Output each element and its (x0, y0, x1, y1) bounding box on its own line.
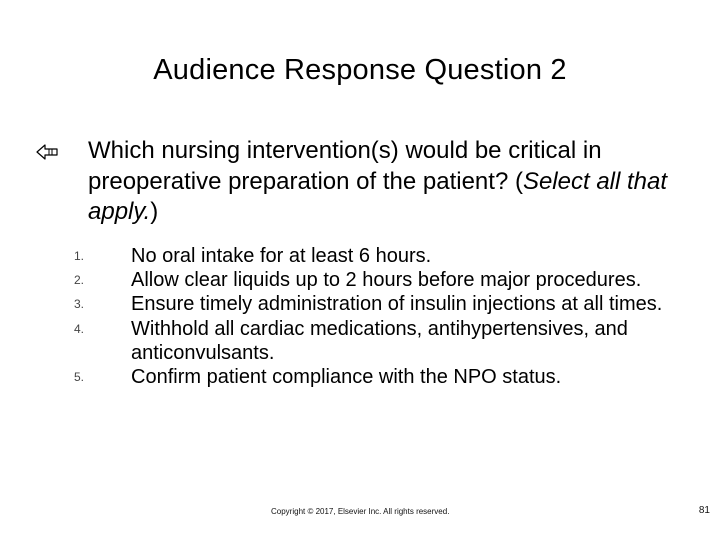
answer-option-3 (74, 292, 674, 316)
question-italic-text: Select all that apply. (88, 167, 668, 225)
answer-option-5 (74, 365, 674, 389)
answer-option-2 (74, 268, 674, 292)
option-number: 3. (74, 297, 85, 312)
option-text: Withhold all cardiac medications, antihypertensives, and anticonvulsants. (131, 317, 628, 364)
answer-option-1 (74, 244, 674, 268)
question-main-text: Which nursing intervention(s) would be critical in preoperative preparation of the patient? ( (88, 137, 602, 195)
option-text: Confirm patient compliance with the NPO status. (131, 366, 562, 389)
slide-title: Audience Response Question 2 (153, 54, 567, 86)
copyright-notice: Copyright © 2017, Elsevier Inc. All rights reserved. (271, 507, 450, 516)
option-text: Allow clear liquids up to 2 hours before major procedures. (131, 269, 642, 292)
answer-option-4 (74, 317, 674, 365)
option-number: 4. (74, 321, 85, 336)
question-text (88, 136, 688, 228)
question-suffix-text: ) (150, 198, 159, 225)
page-number: 81 (698, 505, 710, 516)
hollow-arrow-bullet-icon (36, 143, 60, 161)
option-text: Ensure timely administration of insulin injections at all times. (131, 293, 663, 316)
option-number: 2. (74, 273, 85, 288)
option-number: 5. (74, 370, 85, 385)
option-number: 1. (74, 249, 85, 263)
option-text: No oral intake for at least 6 hours. (131, 245, 432, 267)
answer-options-list (74, 244, 674, 389)
